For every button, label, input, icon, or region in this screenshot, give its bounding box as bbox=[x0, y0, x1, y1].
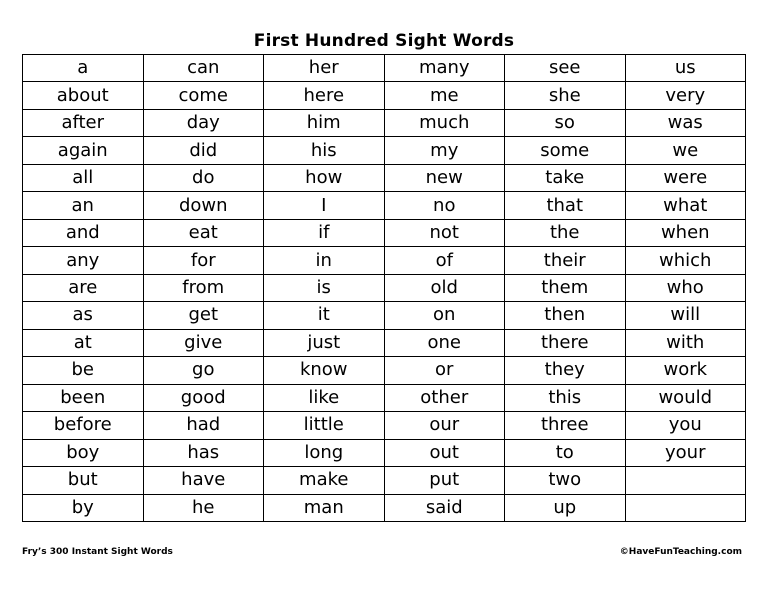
word-cell: be bbox=[23, 357, 144, 384]
word-cell: no bbox=[384, 192, 505, 219]
word-cell: he bbox=[143, 494, 264, 522]
word-cell: would bbox=[625, 384, 746, 411]
word-cell: my bbox=[384, 137, 505, 164]
word-cell: said bbox=[384, 494, 505, 522]
word-cell: but bbox=[23, 467, 144, 494]
word-cell: this bbox=[505, 384, 626, 411]
table-row bbox=[23, 467, 746, 494]
word-cell: long bbox=[264, 439, 385, 466]
word-cell: had bbox=[143, 412, 264, 439]
word-cell: come bbox=[143, 82, 264, 109]
word-cell: will bbox=[625, 302, 746, 329]
word-cell: has bbox=[143, 439, 264, 466]
word-cell: for bbox=[143, 247, 264, 274]
table-row bbox=[23, 219, 746, 246]
word-cell: very bbox=[625, 82, 746, 109]
word-cell: after bbox=[23, 109, 144, 136]
table-row bbox=[23, 357, 746, 384]
word-cell: other bbox=[384, 384, 505, 411]
table-row bbox=[23, 137, 746, 164]
word-cell: us bbox=[625, 55, 746, 82]
word-cell: out bbox=[384, 439, 505, 466]
word-cell: up bbox=[505, 494, 626, 522]
word-cell: how bbox=[264, 164, 385, 191]
word-cell: eat bbox=[143, 219, 264, 246]
word-cell: boy bbox=[23, 439, 144, 466]
word-cell: just bbox=[264, 329, 385, 356]
word-cell: some bbox=[505, 137, 626, 164]
table-row bbox=[23, 439, 746, 466]
word-cell: of bbox=[384, 247, 505, 274]
word-cell: with bbox=[625, 329, 746, 356]
word-cell: get bbox=[143, 302, 264, 329]
word-cell: our bbox=[384, 412, 505, 439]
word-cell: and bbox=[23, 219, 144, 246]
word-cell: as bbox=[23, 302, 144, 329]
word-cell: what bbox=[625, 192, 746, 219]
word-cell: again bbox=[23, 137, 144, 164]
word-cell: or bbox=[384, 357, 505, 384]
table-row bbox=[23, 192, 746, 219]
word-cell: me bbox=[384, 82, 505, 109]
word-cell: have bbox=[143, 467, 264, 494]
table-row bbox=[23, 494, 746, 522]
word-cell: about bbox=[23, 82, 144, 109]
word-cell: put bbox=[384, 467, 505, 494]
word-cell: little bbox=[264, 412, 385, 439]
word-cell: any bbox=[23, 247, 144, 274]
word-cell: here bbox=[264, 82, 385, 109]
word-cell: you bbox=[625, 412, 746, 439]
table-row bbox=[23, 302, 746, 329]
word-cell: there bbox=[505, 329, 626, 356]
word-cell: old bbox=[384, 274, 505, 301]
word-cell: from bbox=[143, 274, 264, 301]
table-row bbox=[23, 82, 746, 109]
word-cell: do bbox=[143, 164, 264, 191]
word-cell: not bbox=[384, 219, 505, 246]
word-cell: two bbox=[505, 467, 626, 494]
table-row bbox=[23, 274, 746, 301]
word-cell: three bbox=[505, 412, 626, 439]
word-cell: take bbox=[505, 164, 626, 191]
word-cell: an bbox=[23, 192, 144, 219]
word-cell: was bbox=[625, 109, 746, 136]
worksheet-title: First Hundred Sight Words bbox=[253, 31, 515, 51]
word-cell: see bbox=[505, 55, 626, 82]
word-cell: a bbox=[23, 55, 144, 82]
sight-words-table bbox=[22, 54, 746, 522]
word-cell: his bbox=[264, 137, 385, 164]
word-cell: I bbox=[264, 192, 385, 219]
word-cell: work bbox=[625, 357, 746, 384]
table-row bbox=[23, 164, 746, 191]
word-cell: the bbox=[505, 219, 626, 246]
table-row bbox=[23, 55, 746, 82]
footer-source-label: Fry’s 300 Instant Sight Words bbox=[22, 547, 173, 557]
word-cell: then bbox=[505, 302, 626, 329]
word-cell: to bbox=[505, 439, 626, 466]
word-cell: so bbox=[505, 109, 626, 136]
word-cell: in bbox=[264, 247, 385, 274]
word-cell: are bbox=[23, 274, 144, 301]
word-cell: on bbox=[384, 302, 505, 329]
word-cell bbox=[625, 494, 746, 522]
table-row bbox=[23, 384, 746, 411]
word-cell: did bbox=[143, 137, 264, 164]
word-cell: who bbox=[625, 274, 746, 301]
word-cell: new bbox=[384, 164, 505, 191]
word-cell: like bbox=[264, 384, 385, 411]
word-cell: by bbox=[23, 494, 144, 522]
footer-copyright: ©HaveFunTeaching.com bbox=[619, 547, 742, 557]
word-cell: give bbox=[143, 329, 264, 356]
table-row bbox=[23, 109, 746, 136]
word-cell: we bbox=[625, 137, 746, 164]
word-cell: that bbox=[505, 192, 626, 219]
word-cell: him bbox=[264, 109, 385, 136]
word-cell: it bbox=[264, 302, 385, 329]
word-cell: good bbox=[143, 384, 264, 411]
word-cell: much bbox=[384, 109, 505, 136]
word-cell: when bbox=[625, 219, 746, 246]
word-cell: one bbox=[384, 329, 505, 356]
word-cell: is bbox=[264, 274, 385, 301]
word-cell: their bbox=[505, 247, 626, 274]
word-cell: if bbox=[264, 219, 385, 246]
sight-words-table-body bbox=[23, 55, 746, 522]
table-row bbox=[23, 412, 746, 439]
word-cell: many bbox=[384, 55, 505, 82]
table-row bbox=[23, 329, 746, 356]
word-cell: can bbox=[143, 55, 264, 82]
word-cell: your bbox=[625, 439, 746, 466]
word-cell: they bbox=[505, 357, 626, 384]
word-cell: at bbox=[23, 329, 144, 356]
table-row bbox=[23, 247, 746, 274]
word-cell: them bbox=[505, 274, 626, 301]
word-cell: she bbox=[505, 82, 626, 109]
word-cell: day bbox=[143, 109, 264, 136]
word-cell: down bbox=[143, 192, 264, 219]
word-cell: her bbox=[264, 55, 385, 82]
word-cell: all bbox=[23, 164, 144, 191]
word-cell: man bbox=[264, 494, 385, 522]
word-cell: make bbox=[264, 467, 385, 494]
word-cell: know bbox=[264, 357, 385, 384]
word-cell: been bbox=[23, 384, 144, 411]
word-cell: before bbox=[23, 412, 144, 439]
word-cell: go bbox=[143, 357, 264, 384]
word-cell: were bbox=[625, 164, 746, 191]
word-cell bbox=[625, 467, 746, 494]
word-cell: which bbox=[625, 247, 746, 274]
